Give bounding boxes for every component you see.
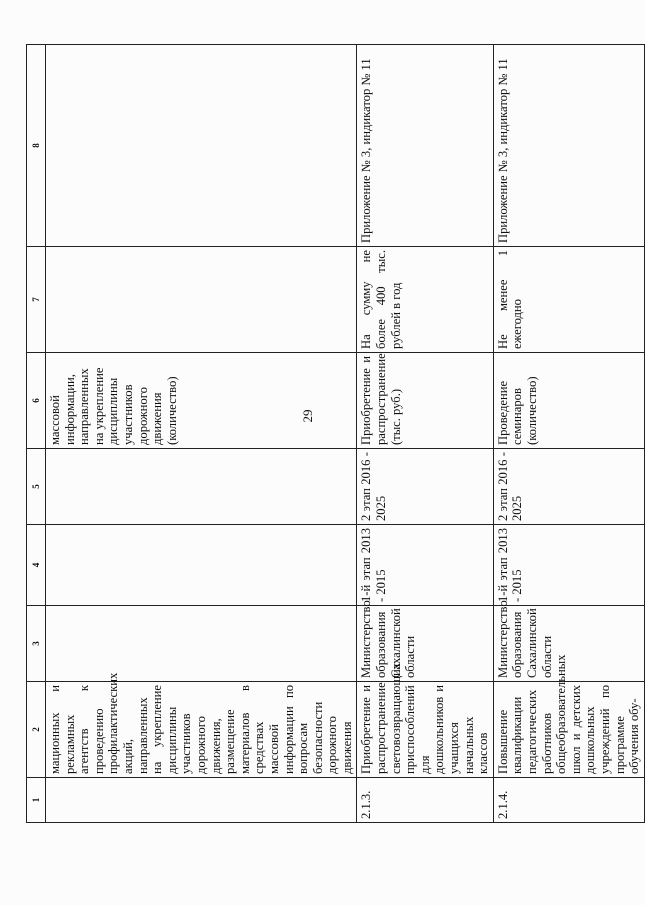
measure-name: Приобретение и распространение световозвращающих приспособлений для дошкольников и учащихся начальных классов xyxy=(357,682,493,778)
indicator: Проведение семинаров (количество) xyxy=(493,353,644,449)
col-header-8: 8 xyxy=(27,45,46,247)
rotated-sheet xyxy=(26,53,642,823)
target-value: На сумму не более 400 тыс. рублей в год xyxy=(357,247,493,353)
executor xyxy=(46,606,357,682)
measure-name: Повышение квалификации педагогических работников общеобразовательных школ и детских дошкольных учреждений по программе обучения обу- xyxy=(493,682,644,778)
reference xyxy=(46,45,357,247)
col-header-1: 1 xyxy=(27,778,46,823)
table-row xyxy=(357,45,493,823)
col-header-6: 6 xyxy=(27,353,46,449)
target-value xyxy=(46,247,357,353)
stage-1 xyxy=(46,525,357,606)
measure-name: мационных и рекламных агентств к проведению профилактических акций, направленных на укрепление дисциплины участников дорожного движения, размещение материалов в средствах массовой информации по вопросам безопасности дорожного движения xyxy=(46,682,357,778)
reference: Приложение № 3, индикатор № 11 xyxy=(493,45,644,247)
col-header-2: 2 xyxy=(27,682,46,778)
program-table xyxy=(26,44,645,823)
stage-1: 1-й этап 2013 - 2015 xyxy=(493,525,644,606)
row-number: 2.1.3. xyxy=(357,778,493,823)
stage-1: 1-й этап 2013 - 2015 xyxy=(357,525,493,606)
col-header-4: 4 xyxy=(27,525,46,606)
row-number xyxy=(46,778,357,823)
target-value: Не менее 1 ежегодно xyxy=(493,247,644,353)
stage-2 xyxy=(46,449,357,525)
col-header-3: 3 xyxy=(27,606,46,682)
table-row xyxy=(493,45,644,823)
executor: Министерство образования Сахалинской области xyxy=(357,606,493,682)
stage-2: 2 этап 2016 - 2025 xyxy=(357,449,493,525)
col-header-5: 5 xyxy=(27,449,46,525)
row-number: 2.1.4. xyxy=(493,778,644,823)
indicator: массовой информации, направленных на укрепление дисциплины участников дорожного движения (количество) xyxy=(46,353,357,449)
table-row xyxy=(46,45,357,823)
page-number: 29 xyxy=(300,409,315,423)
executor: Министерство образования Сахалинской области xyxy=(493,606,644,682)
stage-2: 2 этап 2016 - 2025 xyxy=(493,449,644,525)
col-header-7: 7 xyxy=(27,247,46,353)
indicator: Приобретение и распространение (тыс. руб.) xyxy=(357,353,493,449)
reference: Приложение № 3, индикатор № 11 xyxy=(357,45,493,247)
column-number-row xyxy=(27,45,46,823)
